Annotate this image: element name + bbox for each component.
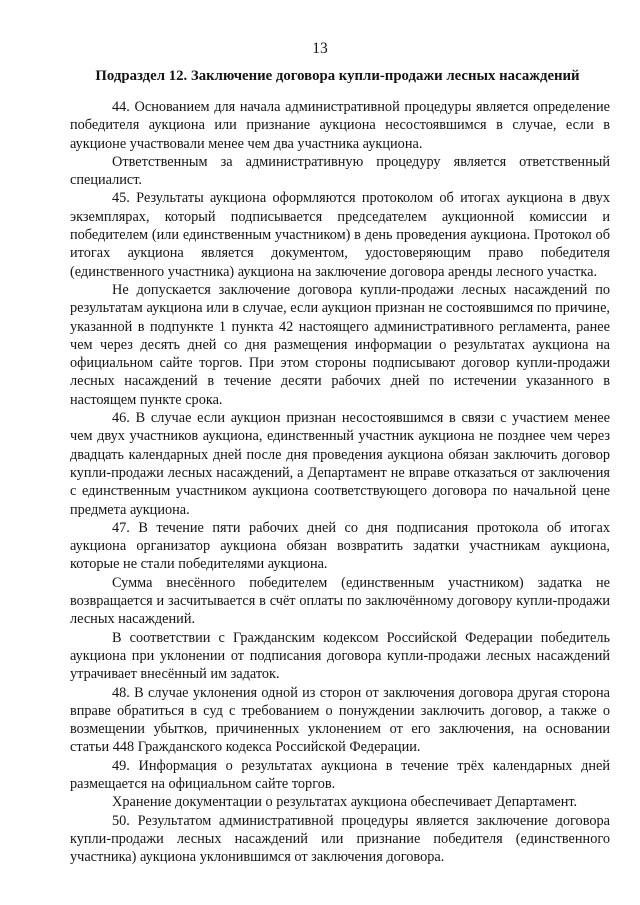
paragraph-47-deposit: Сумма внесённого победителем (единственным участником) задатка не возвращается и засчитывается в счёт оплаты по заключённому договору купли-продажи лесных насаждений.: [70, 574, 610, 628]
paragraph-responsible: Ответственным за административную процедуру является ответственный специалист.: [70, 153, 610, 189]
paragraph-44: 44. Основанием для начала административной процедуры является определение победителя аукциона или признание аукциона несостоявшимся в случае, если в аукционе участвовали менее чем два участника аукциона.: [70, 99, 610, 152]
document-body: [70, 98, 610, 866]
paragraph-45: 45. Результаты аукциона оформляются протоколом об итогах аукциона в двух экземплярах, который подписывается председателем аукционной комиссии и победителем (или единственным участником) в день проведения аукциона. Протокол об итогах аукциона является документом, удостоверяющим право победителя (единственного участника) аукциона на заключение договора аренды лесного участка.: [70, 190, 610, 280]
section-heading: Подраздел 12. Заключение договора купли-продажи лесных насаждений: [95, 68, 580, 84]
paragraph-46: 46. В случае если аукцион признан несостоявшимся в связи с участием менее чем двух участников аукциона, единственный участник аукциона не позднее чем через двадцать календарных дней после дня проведения аукциона обязан заключить договор купли-продажи лесных насаждений, а Департамент не вправе отказаться от заключения с единственным участником аукциона соответствующего договора по начальной цене предмета аукциона.: [70, 410, 610, 518]
paragraph-48: 48. В случае уклонения одной из сторон от заключения договора другая сторона вправе обратиться в суд с требованием о понуждении заключить договор, а также о возмещении убытков, причиненных уклонением от его заключения, на основании статьи 448 Гражданского кодекса Российской Федерации.: [70, 684, 610, 756]
paragraph-50: 50. Результатом административной процедуры является заключение договора купли-продажи лесных насаждений или признание победителя (единственного участника) аукциона уклонившимся от заключения договора.: [70, 812, 610, 866]
paragraph-49-storage: Хранение документации о результатах аукциона обеспечивает Департамент.: [112, 794, 578, 811]
paragraph-49: 49. Информация о результатах аукциона в течение трёх календарных дней размещается на официальном сайте торгов.: [70, 757, 610, 792]
paragraph-45-contract: Не допускается заключение договора купли-продажи лесных насаждений по результатам аукциона или в случае, если аукцион признан не состоявшимся по причине, указанной в подпункте 1 пункта 42 настоящего административного регламента, ранее чем через десять дней со дня размещения информации о результатах аукциона на официальном сайте торгов. При этом стороны подписывают договор купли-продажи лесных насаждений в течение десяти рабочих дней по истечении указанного в настоящем пункте срока.: [70, 281, 610, 408]
paragraph-47: 47. В течение пяти рабочих дней со дня подписания протокола об итогах аукциона организатор аукциона обязан возвратить задатки участникам аукциона, которые не стали победителями аукциона.: [70, 519, 610, 573]
page-number: 13: [312, 40, 328, 57]
paragraph-47-civil-code: В соответствии с Гражданским кодексом Российской Федерации победитель аукциона при уклонении от подписания договора купли-продажи лесных насаждений утрачивает внесённый им задаток.: [70, 629, 610, 683]
